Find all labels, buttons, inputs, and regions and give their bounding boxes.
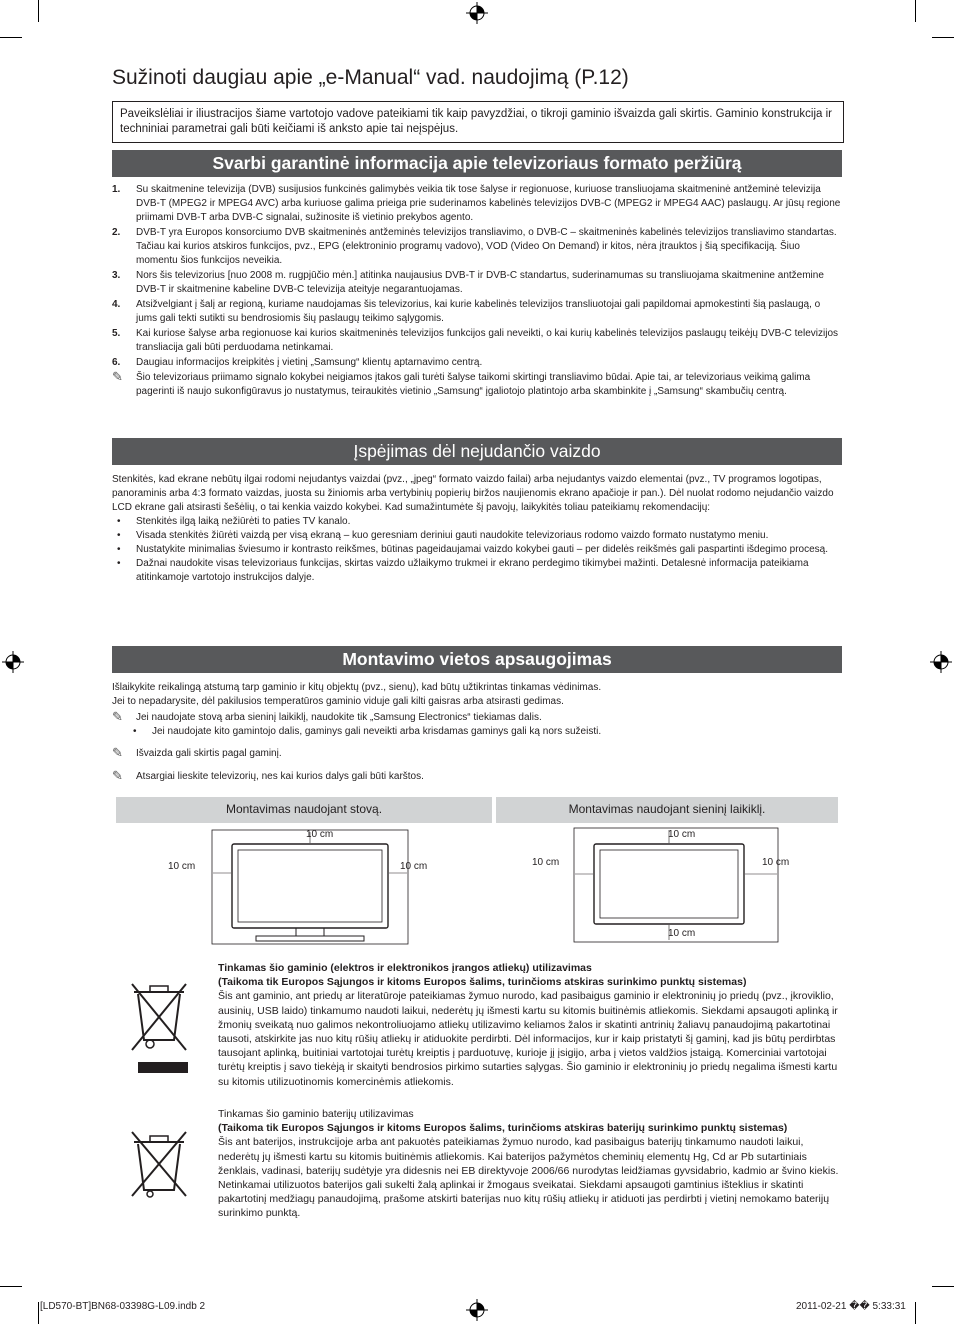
list-item: • Visada stenkitės žiūrėti vaizdą per visą ekraną – kuo geresniam deriniui gauti naudokite televizoriaus rodomo vaizdo formato nustatymo meniu.: [112, 529, 842, 543]
memo-text: Jei naudojate stovą arba sieninį laikiklį, naudokite tik „Samsung Electronics“ tiekiamas dalis.: [136, 712, 542, 723]
mounting-memo-1-bullets: [112, 725, 842, 739]
dimension-label-left: 10 cm: [532, 857, 560, 868]
still-image-body: [112, 473, 842, 585]
battery-body: Šis ant baterijos, instrukcijoje arba ant pakuotės pateikiamas žymuo nurodo, kad pasibaigus baterijų tinkamumo naudoti laikui, nederėtų jų išmesti kartu su kitomis buitinėmis atliekomis. Kai baterijos pažymėtos cheminių elementų Hg, Cd ar Pb sutartiniais ženklais, vadinasi, baterijų sudėtyje yra didesnis nei EB direktyvoje 2006/66 nurodytas leidžiamas gyvsidabrio, kadmio ar švino kiekis. Netinkamai utilizuotos baterijos gali sukelti žalą aplinkai ir žmogaus sveikatai. Siekdami apsaugoti gamtinius išteklius ir skatinti pakartotinį medžiagų panaudojimą, prašome atskirti baterijas nuo kitų rūšių atliekų ir atiduoti jas perdirbti į vietinį nemokamo baterijų surinkimo punktą.: [218, 1136, 839, 1220]
crop-mark: [932, 1286, 954, 1287]
crossed-battery-bin-icon: [128, 1128, 190, 1198]
page-title: Sužinoti daugiau apie „e-Manual“ vad. naudojimą (P.12): [112, 66, 629, 89]
memo-text: Šio televizoriaus priimamo signalo kokybei neigiamos įtakos gali turėti šalyse taikomi skirtingi transliavimo būdai. Apie tai, ar televizoriaus veikimą galima pagerinti iš naujo sukonfigūravus jo nustatymus, teiraukitės vietinio „Samsung“ įgaliotojo platintojo arba skambinkite į „Samsung“ skambučių centrą.: [136, 372, 811, 397]
mounting-body: [112, 681, 842, 784]
registration-mark-icon: [466, 1299, 488, 1321]
weee-body: Šis ant gaminio, ant priedų ar literatūroje pateikiamas žymuo nurodo, kad pasibaigus gaminio ir elektroninių jo priedų (pvz., įkroviklio, ausinių, USB laido) tinkamumo naudoti laikui, nederėtų jų išmesti kartu su kitomis buitinėmis atliekomis. Siekdami apsaugoti aplinką ir žmonių sveikatą nuo galimos nekontroliuojamo atliekų utilizavimo keliamos žalos ir skatinti antrinių žaliavų panaudojimą pakartotinai tausoti, atskirkite jas nuo kitų rūšių atliekų ir atiduokite perdirbti. Dėl informacijos, kur ir kaip pristatyti šį gaminį, kad jis būtų perdirbtas tausojant aplinką, buitiniai vartotojai turėtų kreiptis į parduotuvę, kurioje jį įsigijo, arba į vietos valdžios įstaigą. Komerciniai vartotojai turėtų kreiptis į savo tiekėją ir skaityti bendrosios pirkimo sutarties sąlygas. Šio gaminio ir elektroninių jo priedų negalima išmesti kartu su kitomis utilizuotinomis komercinėmis atliekomis.: [218, 990, 838, 1088]
warranty-memo: [112, 371, 842, 399]
item-text: Kai kuriose šalyse arba regionuose kai kurios skaitmeninės televizijos funkcijos gali neveikti, o kai kurių kabelinės televizijos paslaugų teikėjų DVB-C televizijos transliacija gali būti perduodama netinkamai.: [136, 328, 839, 353]
mounting-paragraph-2: Jei to nepadarysite, dėl pakilusios temperatūros gaminio viduje gali kilti gaisras arba atsirasti gedimas.: [112, 696, 564, 707]
item-number: 6.: [112, 357, 121, 368]
mounting-memo-2: [112, 747, 842, 761]
memo-pen-icon: ✎: [112, 709, 123, 724]
list-item: • Dažnai naudokite visas televizoriaus funkcijas, skirtas vaizdo užlaikymo trukmei ir ekrano perdegimo tikimybei mažinti. Detalesnė informacija pateikiama atitinkamoje vartotojo instrukcijos dalyje.: [112, 557, 842, 585]
dimension-label-left: 10 cm: [168, 861, 196, 872]
registration-mark-icon: [466, 2, 488, 24]
item-number: 2.: [112, 227, 121, 238]
warranty-list: [112, 183, 842, 400]
item-text: Nors šis televizorius [nuo 2008 m. rugpjūčio mėn.] atitinka naujausius DVB-T ir DVB-C standartus, suderinamumas su transliuojama skaitmenine antžemine DVB-T ir skaitmenine kabeline DVB-C televizija ateityje negarantuojamas.: [136, 270, 824, 295]
list-item: [112, 327, 842, 355]
list-item: • Jei naudojate kito gamintojo dalis, gaminys gali neveikti arba krisdamas gaminys gali ką nors sužeisti.: [128, 725, 842, 739]
list-item: • Stenkitės ilgą laiką nežiūrėti to paties TV kanalo.: [112, 515, 842, 529]
weee-title: Tinkamas šio gaminio (elektros ir elektronikos įrangos atliekų) utilizavimas: [218, 962, 592, 974]
battery-subtitle: (Taikoma tik Europos Sąjungos ir kitoms Europos šalims, turinčioms atskiras baterijų surinkimo punktų sistemas): [218, 1122, 788, 1135]
dimension-label-right: 10 cm: [400, 861, 428, 872]
wall-mount-label: Montavimas naudojant sieninį laikiklį.: [496, 797, 838, 823]
memo-pen-icon: ✎: [112, 745, 123, 760]
footer-filename: [LD570-BT]BN68-03398G-L09.indb 2: [40, 1301, 206, 1312]
still-image-bullets: [112, 515, 842, 585]
crop-mark: [915, 0, 916, 22]
list-item: [112, 226, 842, 268]
list-item: [112, 183, 842, 225]
crossed-bin-icon: [128, 978, 190, 1074]
warranty-heading: Svarbi garantinė informacija apie televizoriaus formato peržiūrą: [112, 150, 842, 177]
crop-mark: [38, 0, 39, 22]
battery-section: [218, 1107, 840, 1221]
footer-timestamp: 2011-02-21 �� 5:33:31: [796, 1301, 906, 1312]
mounting-memo-3: [112, 770, 842, 784]
mounting-memo-1: [112, 711, 842, 725]
item-number: 1.: [112, 184, 121, 195]
list-item: [112, 356, 842, 370]
crop-mark: [932, 37, 954, 38]
dimension-label-top: 10 cm: [306, 829, 334, 840]
item-number: 4.: [112, 299, 121, 310]
memo-text: Atsargiai lieskite televizorių, nes kai kurios dalys gali būti karštos.: [136, 771, 424, 782]
registration-mark-icon: [2, 651, 24, 673]
still-image-heading: Įspėjimas dėl nejudančio vaizdo: [112, 438, 842, 465]
battery-title: Tinkamas šio gaminio baterijų utilizavimas: [218, 1108, 414, 1120]
stand-mount-label: Montavimas naudojant stovą.: [116, 797, 492, 823]
weee-section: [218, 961, 840, 1089]
dimension-label-top: 10 cm: [668, 829, 696, 840]
weee-subtitle: (Taikoma tik Europos Sąjungos ir kitoms Europos šalims, turinčioms atskiras surinkimo punktų sistemas): [218, 976, 747, 989]
item-number: 5.: [112, 328, 121, 339]
dimension-label-bottom: 10 cm: [668, 928, 696, 939]
crop-mark: [915, 1302, 916, 1324]
item-number: 3.: [112, 270, 121, 281]
registration-mark-icon: [930, 651, 952, 673]
list-item: [112, 269, 842, 297]
item-text: Atsižvelgiant į šalį ar regioną, kuriame naudojamas šis televizorius, kai kurie kabelinės televizijos transliuotojai gali papildomai apmokestinti šią paslaugą, o jums gali tekti sutikti su bendrosiomis šių paslaugų teikimo sąlygomis.: [136, 299, 821, 324]
crop-mark: [38, 1302, 39, 1324]
crop-mark: [0, 1286, 22, 1287]
list-item: • Nustatykite minimalias šviesumo ir kontrasto reikšmes, būtinas pageidaujamai vaizdo kokybei gauti – per didelės reikšmės gali paspartinti išdegimo procesą.: [112, 543, 842, 557]
list-item: [112, 298, 842, 326]
intro-note: Paveikslėliai ir iliustracijos šiame vartotojo vadove pateikiami tik kaip pavyzdžiai, o tikroji gaminio išvaizda gali skirtis. Gaminio konstrukcija ir techniniai parametrai gali būti keičiami iš anksto apie tai neįspėjus.: [112, 101, 844, 143]
dimension-label-right: 10 cm: [762, 857, 790, 868]
stand-mount-diagram: [160, 828, 460, 946]
item-text: Su skaitmenine televizija (DVB) susijusios funkcinės galimybės veikia tik tose šalyse ir regionuose, kuriuose transliuojama skaitmeninė antžeminė televizija DVB-T (MPEG2 ir MPEG4 AVC) arba kuriuose galima prieiga prie suderinamos kabelinės televizijos DVB-C (MPEG2 ir MPEG4 AAC) paslaugų. Ar jūsų regione priimami DVB-T arba DVB-C signalai, sužinosite iš vietinio prekybos agento.: [136, 184, 841, 223]
wall-mount-diagram: [528, 826, 818, 944]
item-text: Daugiau informacijos kreipkitės į vietinį „Samsung“ klientų aptarnavimo centrą.: [136, 357, 483, 368]
item-text: DVB-T yra Europos konsorciumo DVB skaitmeninės antžeminės televizijos transliavimo, o DVB-C – skaitmeninės kabelinės televizijos transliavimo standartas. Tačiau kai kurios atskiros funkcijos, pvz., EPG (elektroninio programų vadovo), VOD (Video On Demand) ir kitos, nėra įtrauktos į šią specifikaciją. Šiuo momentu šios funkcijos neveikia.: [136, 227, 837, 266]
crop-mark: [0, 37, 22, 38]
memo-pen-icon: ✎: [112, 369, 123, 384]
still-image-paragraph: Stenkitės, kad ekrane nebūtų ilgai rodomi nejudantys vaizdai (pvz., „jpeg“ formato vaizdo failai) arba nejudantys vaizdo elementai (pvz., TV programos logotipas, panoraminis arba 4:3 formato vaizdas, juosta su žiniomis arba vertybinių popierių biržos naujienomis ekrano apačioje ir pan.). Dėl nuolat rodomo nejudančio vaizdo LCD ekrane gali atsirasti šešėlių, o tai kenkia vaizdo kokybei. Kad sumažintumėte šį pavojų, laikykitės toliau pateikiamų rekomendacijų:: [112, 474, 834, 513]
mounting-paragraph-1: Išlaikykite reikalingą atstumą tarp gaminio ir kitų objektų (pvz., sienų), kad būtų užtikrintas tinkamas vėdinimas.: [112, 682, 602, 693]
memo-text: Išvaizda gali skirtis pagal gaminį.: [136, 748, 282, 759]
mounting-heading: Montavimo vietos apsaugojimas: [112, 646, 842, 673]
memo-pen-icon: ✎: [112, 768, 123, 783]
